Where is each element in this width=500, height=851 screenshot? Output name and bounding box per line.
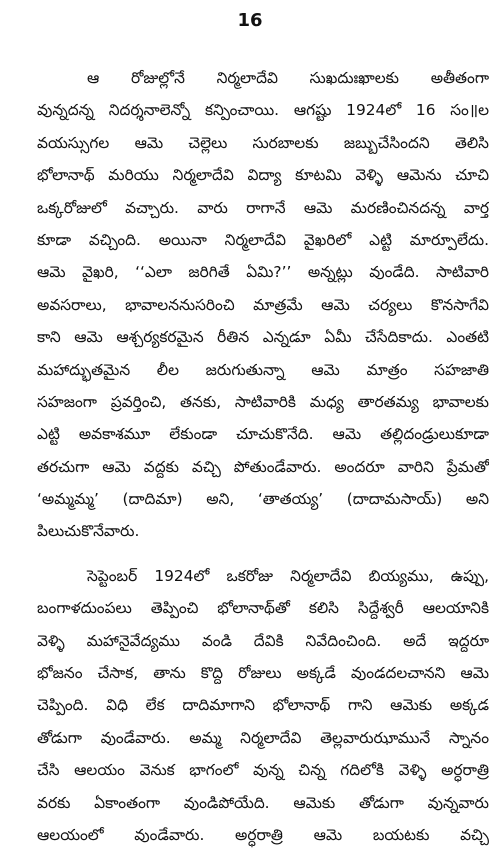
text-line: సెప్టెంబర్ 1924లో ఒకరోజు నిర్మలాదేవి బియ్యము, ఉప్పు,: [87, 566, 489, 585]
body-text: [37, 62, 489, 851]
text-line: చెప్పింది. విధి లేక దాదిమాగాని భోలానాథ్ గాని ఆమెకు అక్కడ: [37, 696, 489, 715]
text-line: వయస్సుగల ఆమె చెల్లెలు సురబాలకు జబ్బుచేసిందని తెలిసి: [37, 133, 489, 152]
text-line: కాని ఆమె ఆశ్చర్యకరమైన రీతిన ఎన్నడూ ఏమీ చేసేదికాదు. ఎంతటి: [37, 328, 489, 347]
text-line: భోజనం చేసాక, తాను కొద్ది రోజులు అక్కడే వుండదలచానని ఆమె: [37, 664, 489, 683]
text-line: మహాద్భుతమైన లీల జరుగుతున్నా ఆమె మాత్రం సహజాతి: [37, 360, 489, 379]
text-line: ఆ రోజుల్లోనే నిర్మలాదేవి సుఖదుఃఖాలకు అతీతంగా: [87, 69, 489, 87]
text-line: వున్నదన్న నిదర్శనాలెన్నో కన్పించాయి. ఆగష్టు 1924లో 16 సం॥ల: [37, 101, 489, 120]
text-line: పిలుచుకొనేవారు.: [37, 522, 140, 541]
text-line: సహజంగా ప్రవర్తించి, తనకు, సాటివారికి మధ్య తారతమ్య భావాలకు: [37, 392, 489, 411]
text-line: చేసి ఆలయం వెనుక భాగంలో వున్న చిన్న గదిలోకి వెళ్ళి అర్ధరాత్రి: [37, 761, 489, 780]
text-line: ఎట్టి అవకాశమూ లేకుండా చూచుకొనేది. ఆమె తల్లిదండ్రులుకూడా: [37, 425, 489, 444]
paragraph-2: [37, 560, 489, 851]
text-line: తోడుగా వుండేవారు. అమ్మ నిర్మలాదేవి తెల్లవారుఝామునే స్నానం: [37, 728, 489, 747]
text-line: వెళ్ళి మహానైవేద్యము వండి దేవికి నివేదించింది. అదే ఇద్దరూ: [37, 631, 489, 650]
text-line: ఆమె వైఖరి, ‘‘ఎలా జరిగితే ఏమి?’’ అన్నట్లు వుండేది. సాటివారి: [37, 263, 489, 282]
text-line: భోలానాథ్ మరియు నిర్మలాదేవి విద్యా కూటమి వెళ్ళి ఆమెను చూచి: [37, 166, 489, 185]
text-line: అవసరాలు, భావాలననుసరించి మాత్రమే ఆమె చర్యలు కొనసాగేవి: [37, 295, 489, 314]
page-number: 16: [237, 10, 263, 31]
text-line: ఒక్కరోజులో వచ్చారు. వారు రాగానే ఆమె మరణించినదన్న వార్త: [37, 198, 489, 217]
text-line: వరకు ఏకాంతంగా వుండిపోయేది. ఆమెకు తోడుగా వున్నవారు: [37, 793, 489, 812]
paragraph-1: [37, 62, 489, 548]
text-line: కూడా వచ్చింది. అయినా నిర్మలాదేవి వైఖరిలో ఎట్టి మార్పూలేదు.: [37, 230, 489, 249]
text-line: ‘అమ్మమ్మ’ (దాదిమా) అని, ‘తాతయ్య’ (దాదామసాయ్) అని: [37, 490, 489, 509]
text-line: బంగాళదుంపలు తెప్పించి భోలానాథ్‌తో కలిసి సిద్దేశ్వరీ ఆలయానికి: [37, 599, 489, 618]
text-line: తరచుగా ఆమె వద్దకు వచ్చి పోతుండేవారు. అందరూ వారిని ప్రేమతో: [37, 457, 489, 476]
text-line: ఆలయంలో వుండేవారు. అర్ధరాత్రి ఆమె బయటకు వచ్చి: [37, 825, 489, 844]
